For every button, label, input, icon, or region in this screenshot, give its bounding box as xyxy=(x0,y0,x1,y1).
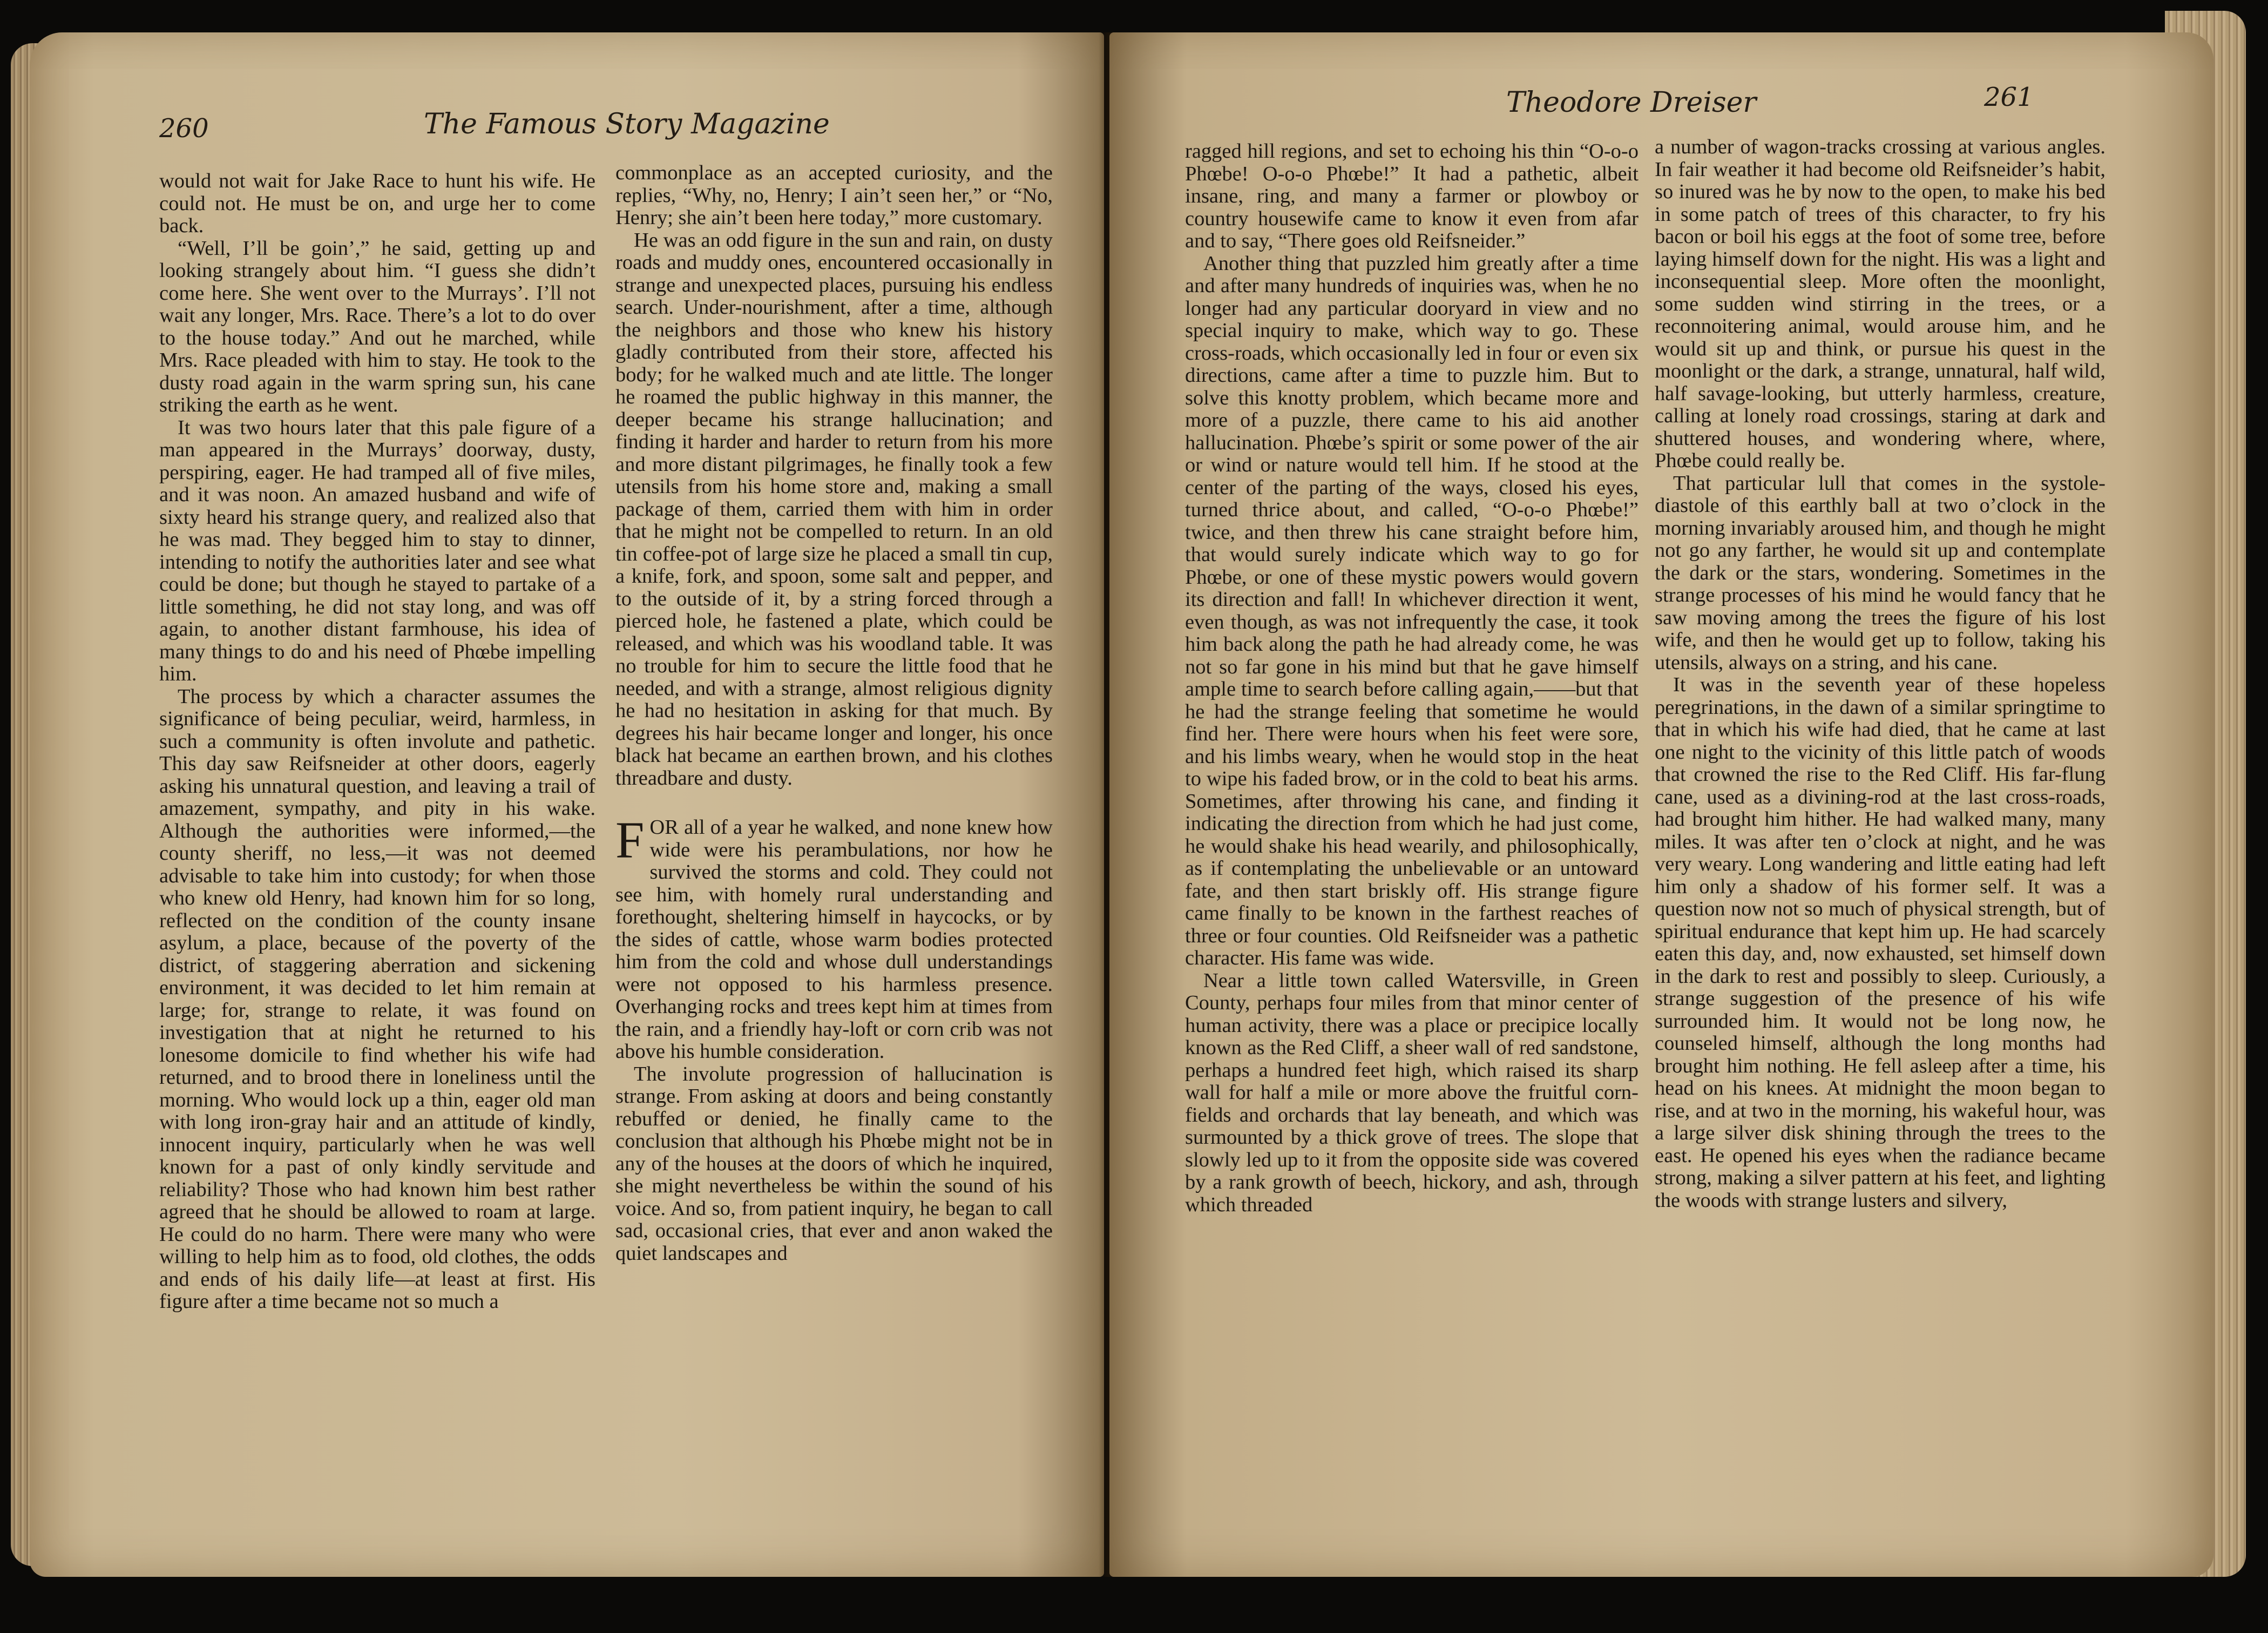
paragraph: a number of wagon-tracks crossing at various angles. In fair weather it had become old Reifsneider’s habit, so inured was he by now to the open, to make his bed in some patch of trees of this character, to fry his bacon or boil his eggs at the foot of some tree, before laying himself down for the night. His was a light and inconsequential sleep. More often the moonlight, some sudden wind stirring in the trees, or a reconnoitering animal, would arouse him, and he would sit up and think, or pursue his quest in the moonlight or the dark, a strange, unnatural, half wild, half savage-looking, but utterly harmless, creature, calling at lonely road crossings, staring at dark and shuttered houses, and wondering where, where, Phœbe could really be. xyxy=(1655,136,2105,472)
right-column-1 xyxy=(1185,140,1639,1216)
left-page xyxy=(30,32,1104,1577)
left-column-1 xyxy=(159,170,595,1313)
right-page-number: 261 xyxy=(1984,82,2034,112)
paragraph: commonplace as an accepted curiosity, and the replies, “Why, no, Henry; I ain’t seen her,” or “No, Henry; she ain’t been here today,” more customary. xyxy=(615,161,1053,229)
left-column-2 xyxy=(615,162,1053,1265)
paragraph: It was two hours later that this pale figure of a man appeared in the Murrays’ doorway, dusty, perspiring, eager. He had tramped all of five miles, and it was noon. An amazed husband and wife of sixty heard his strange query, and realized also that he was mad. They begged him to stay to dinner, intending to notify the authorities later and see what could be done; but though he stayed to partake of a little something, he did not stay long, and was off again, to another distant farmhouse, his idea of many things to do and his need of Phœbe impelling him. xyxy=(159,416,595,685)
paragraph: “Well, I’ll be goin’,” he said, getting up and looking strangely about him. “I guess she didn’t come here. She went over to the Murrays’. I’ll not wait any longer, Mrs. Race. There’s a lot to do over to the house today.” And out he marched, while Mrs. Race pleaded with him to stay. He took to the dusty road again in the warm spring sun, his cane striking the earth as he went. xyxy=(159,237,595,416)
right-running-head: Theodore Dreiser xyxy=(1506,86,1757,119)
drop-cap-letter: F xyxy=(615,811,645,869)
paragraph: would not wait for Jake Race to hunt his wife. He could not. He must be on, and urge her to come back. xyxy=(159,170,595,237)
paragraph: The process by which a character assumes the significance of being peculiar, weird, harmless, in such a community is often involute and pathetic. This day saw Reifsneider at other doors, eagerly asking his unnatural question, and leaving a trail of amazement, sympathy, and pity in his wake. Although the authorities were informed,—the county sheriff, no less,—it was not deemed advisable to take him into custody; for when those who knew old Henry, had known him for so long, reflected on the condition of the county insane asylum, a place, because of the poverty of the district, of staggering aberration and sickening environment, it was decided to let him remain at large; for, strange to relate, it was found on investigation that at night he returned to his lonesome domicile to find whether his wife had returned, and to brood there in loneliness until the morning. Who would lock up a thin, eager old man with long iron-gray hair and an attitude of kindly, innocent inquiry, particularly when he was well known for a past of only kindly servitude and reliability? Those who had known him best rather agreed that he should be allowed to roam at large. He could do no harm. There were many who were willing to help him as to food, old clothes, the odds and ends of his daily life—at least at first. His figure after a time became not so much a xyxy=(159,685,595,1313)
paragraph: The involute progression of hallucination is strange. From asking at doors and being constantly rebuffed or denied, he finally came to the conclusion that although his Phœbe might not be in any of the houses at the doors of which he inquired, she might nevertheless be within the sound of his voice. And so, from patient inquiry, he began to call sad, occasional cries, that ever and anon waked the quiet landscapes and xyxy=(615,1062,1053,1265)
paragraph: That particular lull that comes in the systole-diastole of this earthly ball at two o’clock in the morning invariably aroused him, and though he might not go any farther, he would sit up and contemplate the dark or the stars, wondering. Sometimes in the strange processes of his mind he would fancy that he saw moving among the trees the figure of his lost wife, and then he would get up to follow, taking his utensils, always on a string, and his cane. xyxy=(1655,471,2105,674)
paragraph: It was in the seventh year of these hopeless peregrinations, in the dawn of a similar springtime to that in which his wife had died, that he came at last one night to the vicinity of this little patch of woods that crowned the rise to the Red Cliff. His far-flung cane, used as a divining-rod at the last cross-roads, had brought him hither. He had walked many, many miles. It was after ten o’clock at night, and he was very weary. Long wandering and little eating had left him only a shadow of his former self. It was a question now not so much of physical strength, but of spiritual endurance that kept him up. He had scarcely eaten this day, and, now exhausted, set himself down in the dark to rest and possibly to sleep. Curiously, a strange suggestion of the presence of his wife surrounded him. It would not be long now, he counseled himself, although the long months had brought him nothing. He fell asleep after a time, his head on his knees. At midnight the moon began to rise, and at two in the morning, his wakeful hour, was a large silver disk shining through the trees to the east. He opened his eyes when the radiance became strong, making a silver pattern at his feet, and lighting the woods with strange lusters and silvery, xyxy=(1655,673,2105,1212)
left-column-2-top xyxy=(615,162,1053,789)
dropcap-paragraph-text: OR all of a year he walked, and none knew how wide were his perambulations, nor how he survived the storms and cold. They could not see him, with homely rural understanding and forethought, sheltering himself in haycocks, or by the sides of cattle, whose warm bodies protected him from the cold and whose dull understandings were not opposed to his harmless presence. Overhanging rocks and trees kept him at times from the rain, and a friendly hay-loft or corn crib was not above his humble consideration. xyxy=(615,816,1053,1063)
left-running-head: The Famous Story Magazine xyxy=(424,108,830,140)
left-page-number: 260 xyxy=(159,113,209,144)
paragraph: Near a little town called Watersville, in Green County, perhaps four miles from that minor center of human activity, there was a place or precipice locally known as the Red Cliff, a sheer wall of red sandstone, perhaps a hundred feet high, which raised its sharp wall for half a mile or more above the fruitful corn-fields and orchards that lay beneath, and which was surmounted by a thick grove of trees. The slope that slowly led up to it from the opposite side was covered by a rank growth of beech, hickory, and ash, through which threaded xyxy=(1185,969,1639,1216)
paragraph: He was an odd figure in the sun and rain, on dusty roads and muddy ones, encountered occasionally in strange and unexpected places, pursuing his endless search. Under-nourishment, after a time, although the neighbors and those who knew his history gladly contributed from their store, affected his body; for he walked much and ate little. The longer he roamed the public highway in this manner, the deeper became his strange hallucination; and finding it harder and harder to return from his more and more distant pilgrimages, he finally took a few utensils from his home store and, making a small package of them, carried them with him in order that he might not be compelled to return. In an old tin coffee-pot of large size he placed a small tin cup, a knife, fork, and spoon, some salt and pepper, and to the outside of it, by a string forced through a pierced hole, he fastened a plate, which could be released, and which was his woodland table. It was no trouble for him to secure the little food that he needed, and with a strange, almost religious dignity he had no hesitation in asking for that much. By degrees his hair became longer and longer, his once black hat became an earthen brown, and his clothes threadbare and dusty. xyxy=(615,228,1053,789)
left-column-2-bottom xyxy=(615,1063,1053,1265)
paragraph: Another thing that puzzled him greatly after a time and after many hundreds of inquiries was, when he no longer had any particular dooryard in view and no special inquiry to make, which way to go. These cross-roads, which occasionally led in four or even six directions, came after a time to puzzle him. But to solve this knotty problem, which became more and more of a puzzle, there came to his aid another hallucination. Phœbe’s spirit or some power of the air or wind or nature would tell him. If he stood at the center of the parting of the ways, closed his eyes, turned thrice about, and called, “O-o-o Phœbe!” twice, and then threw his cane straight before him, that would surely indicate which way to go for Phœbe, or one of these mystic powers would govern its direction and fall! In whichever direction it went, even though, as was not infrequently the case, it took him back along the path he had already come, he was not so far gone in his mind but that he gave himself ample time to search before calling again,——but that he had the strange feeling that sometime he would find her. There were hours when his feet were sore, and his limbs weary, when he would stop in the heat to wipe his faded brow, or in the cold to beat his arms. Sometimes, after throwing his cane, and finding it indicating the direction from which he had just come, he would shake his head wearily, and philosophically, as if contemplating the unbelievable or an untoward fate, and then start briskly off. His strange figure came finally to be known in the farthest reaches of three or four counties. Old Reifsneider was a pathetic character. His fame was wide. xyxy=(1185,252,1639,969)
section-dropcap-paragraph xyxy=(615,811,1053,1063)
right-page xyxy=(1109,32,2213,1577)
right-column-2 xyxy=(1655,136,2105,1212)
paragraph: ragged hill regions, and set to echoing his thin “O-o-o Phœbe! O-o-o Phœbe!” It had a pathetic, albeit insane, ring, and many a farmer or plowboy or country housewife came to know it even from afar and to say, “There goes old Reifsneider.” xyxy=(1185,140,1639,252)
